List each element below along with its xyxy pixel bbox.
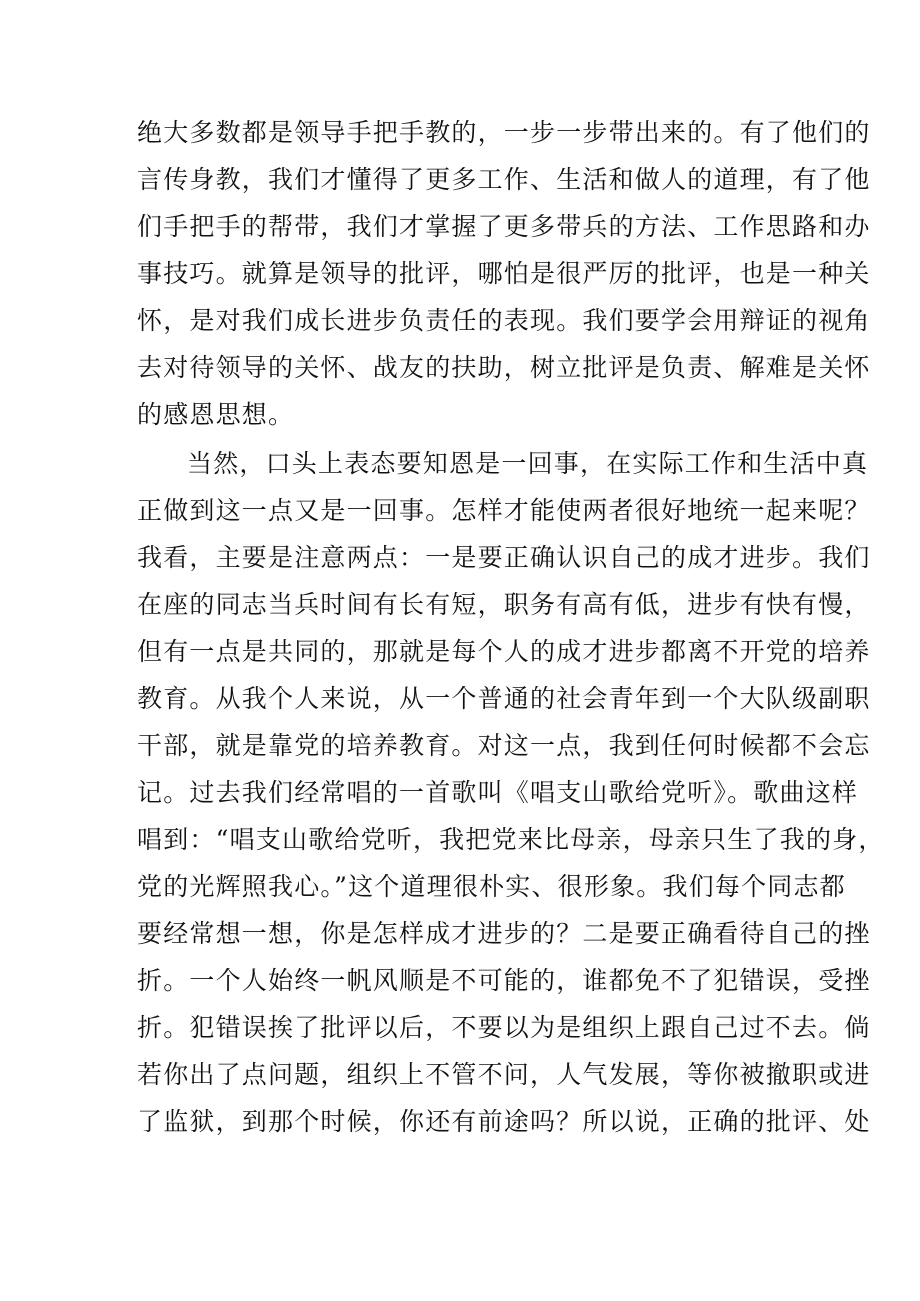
text-line: 记。过去我们经常唱的一首歌叫《唱支山歌给党听》。歌曲这样 [137,778,859,807]
text-line: 怀，是对我们成长进步负责任的表现。我们要学会用辩证的视角 [137,306,871,335]
text-line: 党的光辉照我心。”这个道理很朴实、很形象。我们每个同志都 [137,872,846,901]
text-line: 折。一个人始终一帆风顺是不可能的，谁都免不了犯错误，受挫 [137,966,871,995]
text-line: 干部，就是靠党的培养教育。对这一点，我到任何时候都不会忘 [137,731,871,760]
text-line: 教育。从我个人来说，从一个普通的社会青年到一个大队级副职 [137,684,871,713]
text-line: 在座的同志当兵时间有长有短，职务有高有低，进步有快有慢， [137,590,871,619]
text-line: 正做到这一点又是一回事。怎样才能使两者很好地统一起来呢？ [137,496,871,525]
body-text [137,109,885,1145]
text-line: 去对待领导的关怀、战友的扶助，树立批评是负责、解难是关怀 [137,353,871,382]
paragraph-first-line: 当然，口头上表态要知恩是一回事，在实际工作和生活中真 [187,449,869,478]
text-line: 若你出了点问题，组织上不管不问，人气发展，等你被撤职或进 [137,1060,871,1089]
text-line: 折。犯错误挨了批评以后，不要以为是组织上跟自己过不去。倘 [137,1013,871,1042]
text-line: 了监狱，到那个时候，你还有前途吗？所以说，正确的批评、处 [137,1107,871,1136]
text-line: 但有一点是共同的，那就是每个人的成才进步都离不开党的培养 [137,637,871,666]
text-line: 我看，主要是注意两点：一是要正确认识自己的成才进步。我们 [137,543,871,572]
text-line: 事技巧。就算是领导的批评，哪怕是很严厉的批评，也是一种关 [137,259,871,288]
text-line: 们手把手的帮带，我们才掌握了更多带兵的方法、工作思路和办 [137,212,871,241]
text-line: 言传身教，我们才懂得了更多工作、生活和做人的道理，有了他 [137,165,871,194]
text-line: 要经常想一想，你是怎样成才进步的？二是要正确看待自己的挫 [137,919,871,948]
text-line: 绝大多数都是领导手把手教的，一步一步带出来的。有了他们的 [137,118,871,147]
text-line: 的感恩思想。 [137,400,295,429]
text-line: 唱到：“唱支山歌给党听，我把党来比母亲，母亲只生了我的身， [137,825,885,854]
